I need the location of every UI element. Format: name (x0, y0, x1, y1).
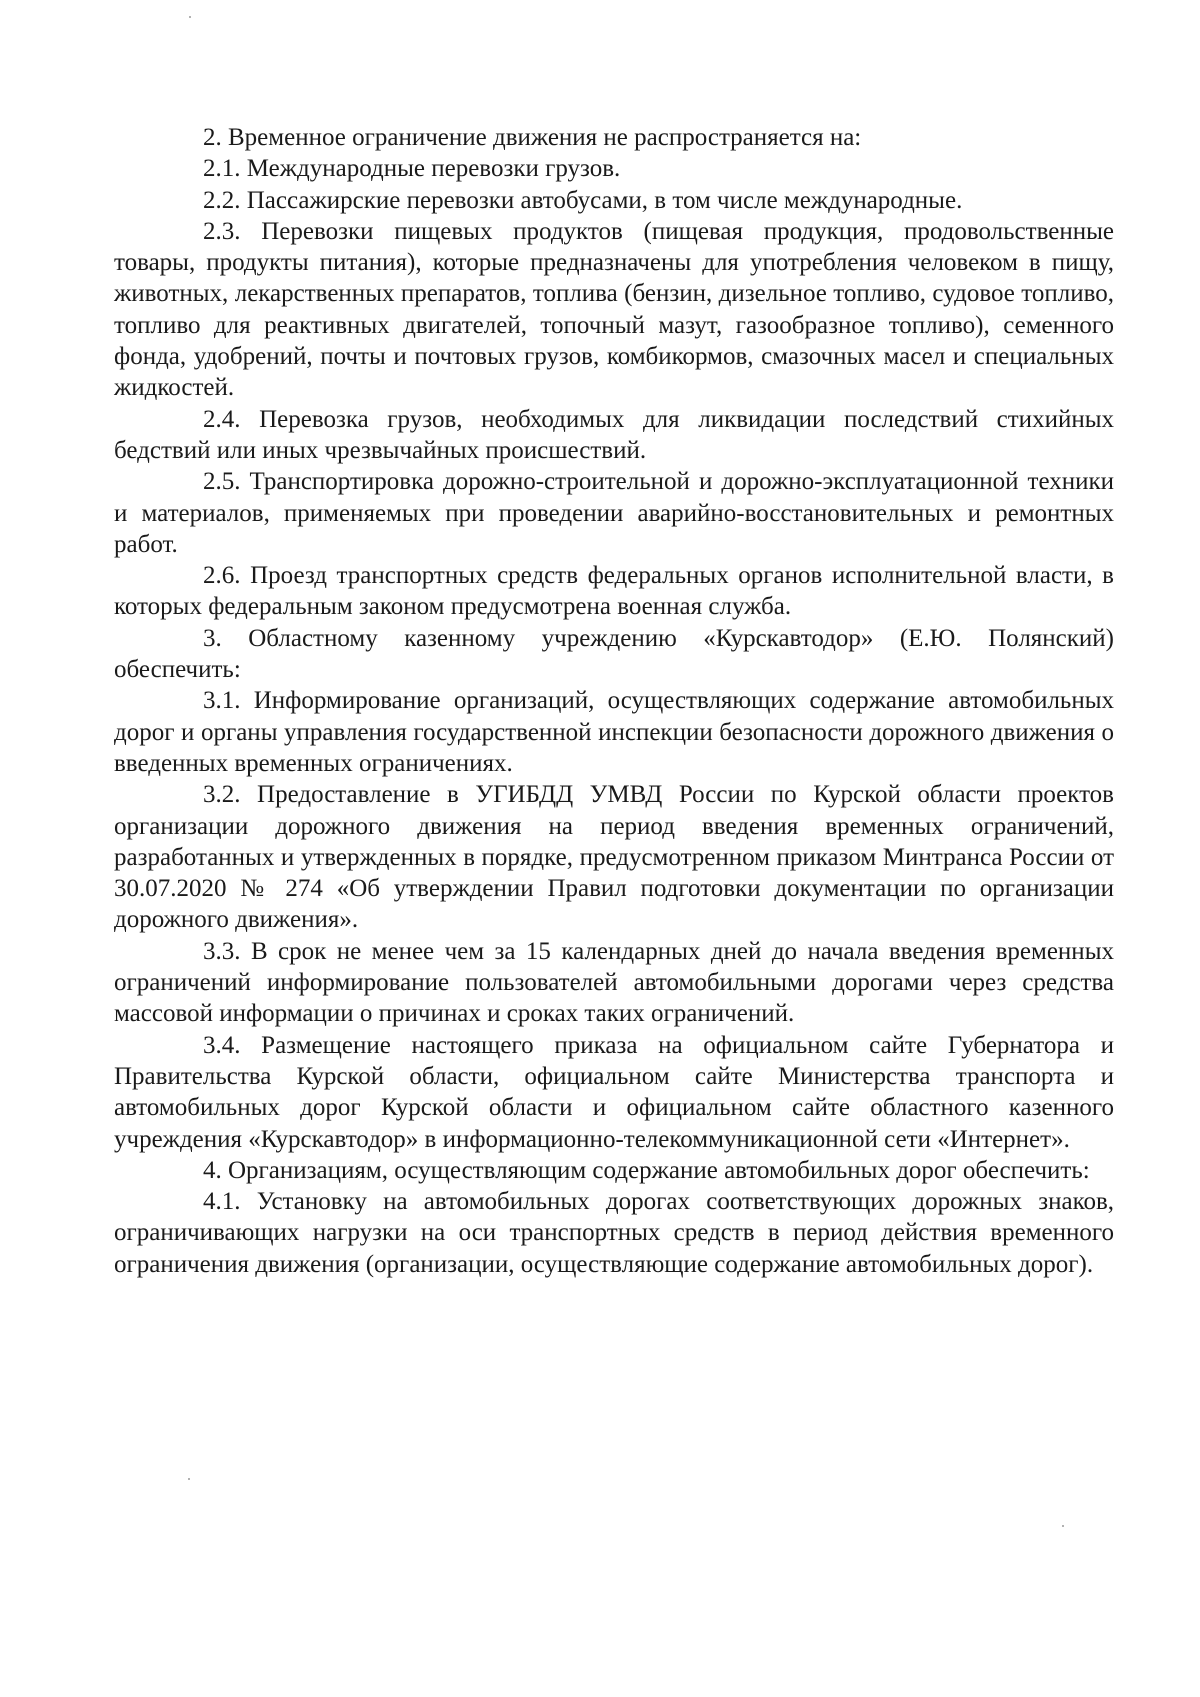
paragraph-3-3: 3.3. В срок не менее чем за 15 календарных дней до начала введения временных ограничений информирование пользователей автомобильными дорогами через средства массовой информации о причинах и сроках таких ограничений. (114, 937, 1114, 1028)
paragraph-2-4: 2.4. Перевозка грузов, необходимых для ликвидации последствий стихийных бедствий или иных чрезвычайных происшествий. (114, 405, 1114, 464)
paragraph-2-2: 2.2. Пассажирские перевозки автобусами, в том числе международные. (203, 186, 963, 214)
paragraph-4-1: 4.1. Установку на автомобильных дорогах соответствующих дорожных знаков, ограничивающих нагрузки на оси транспортных средств в период действия временного ограничения движения (организации, осуществляющие содержание автомобильных дорог). (114, 1188, 1114, 1278)
paragraph-2-3: 2.3. Перевозки пищевых продуктов (пищевая продукция, продовольственные товары, продукты питания), которые предназначены для употребления человеком в пищу, животных, лекарственных препаратов, топлива (бензин, дизельное топливо, судовое топливо, топливо для реактивных двигателей, топочный мазут, газообразное топливо), семенного фонда, удобрений, почты и почтовых грузов, комбикормов, смазочных масел и специальных жидкостей. (114, 217, 1114, 402)
paragraph-2-1: 2.1. Международные перевозки грузов. (203, 155, 621, 183)
paragraph-2: 2. Временное ограничение движения не распространяется на: (203, 124, 862, 151)
paragraph-3-1: 3.1. Информирование организаций, осуществляющих содержание автомобильных дорог и органы управления государственной инспекции безопасности дорожного движения о введенных временных ограничениях. (114, 687, 1114, 777)
paragraph-2-6: 2.6. Проезд транспортных средств федеральных органов исполнительной власти, в которых федеральным законом предусмотрена военная служба. (114, 562, 1114, 621)
paragraph-3-2: 3.2. Предоставление в УГИБДД УМВД России по Курской области проектов организации дорожного движения на период введения временных ограничений, разработанных и утвержденных в порядке, предусмотренном приказом Минтранса России от 30.07.2020 № 274 «Об утверждении Правил подготовки документации по организации дорожного движения». (114, 781, 1114, 934)
paragraph-3-4: 3.4. Размещение настоящего приказа на официальном сайте Губернатора и Правительства Курской области, официальном сайте Министерства транспорта и автомобильных дорог Курской области и официальном сайте областного казенного учреждения «Курскавтодор» в информационно-телекоммуникационной сети «Интернет». (114, 1031, 1114, 1153)
scan-speck (189, 16, 191, 18)
scan-speck (188, 1478, 190, 1480)
scan-speck (1062, 1525, 1064, 1527)
document-body (114, 122, 1114, 1280)
paragraph-2-5: 2.5. Транспортировка дорожно-строительной и дорожно-эксплуатационной техники и материалов, применяемых при проведении аварийно-восстановительных и ремонтных работ. (114, 468, 1114, 558)
paragraph-3: 3. Областному казенному учреждению «Курскавтодор» (Е.Ю. Полянский) обеспечить: (114, 624, 1114, 684)
paragraph-4: 4. Организациям, осуществляющим содержание автомобильных дорог обеспечить: (203, 1156, 1090, 1184)
